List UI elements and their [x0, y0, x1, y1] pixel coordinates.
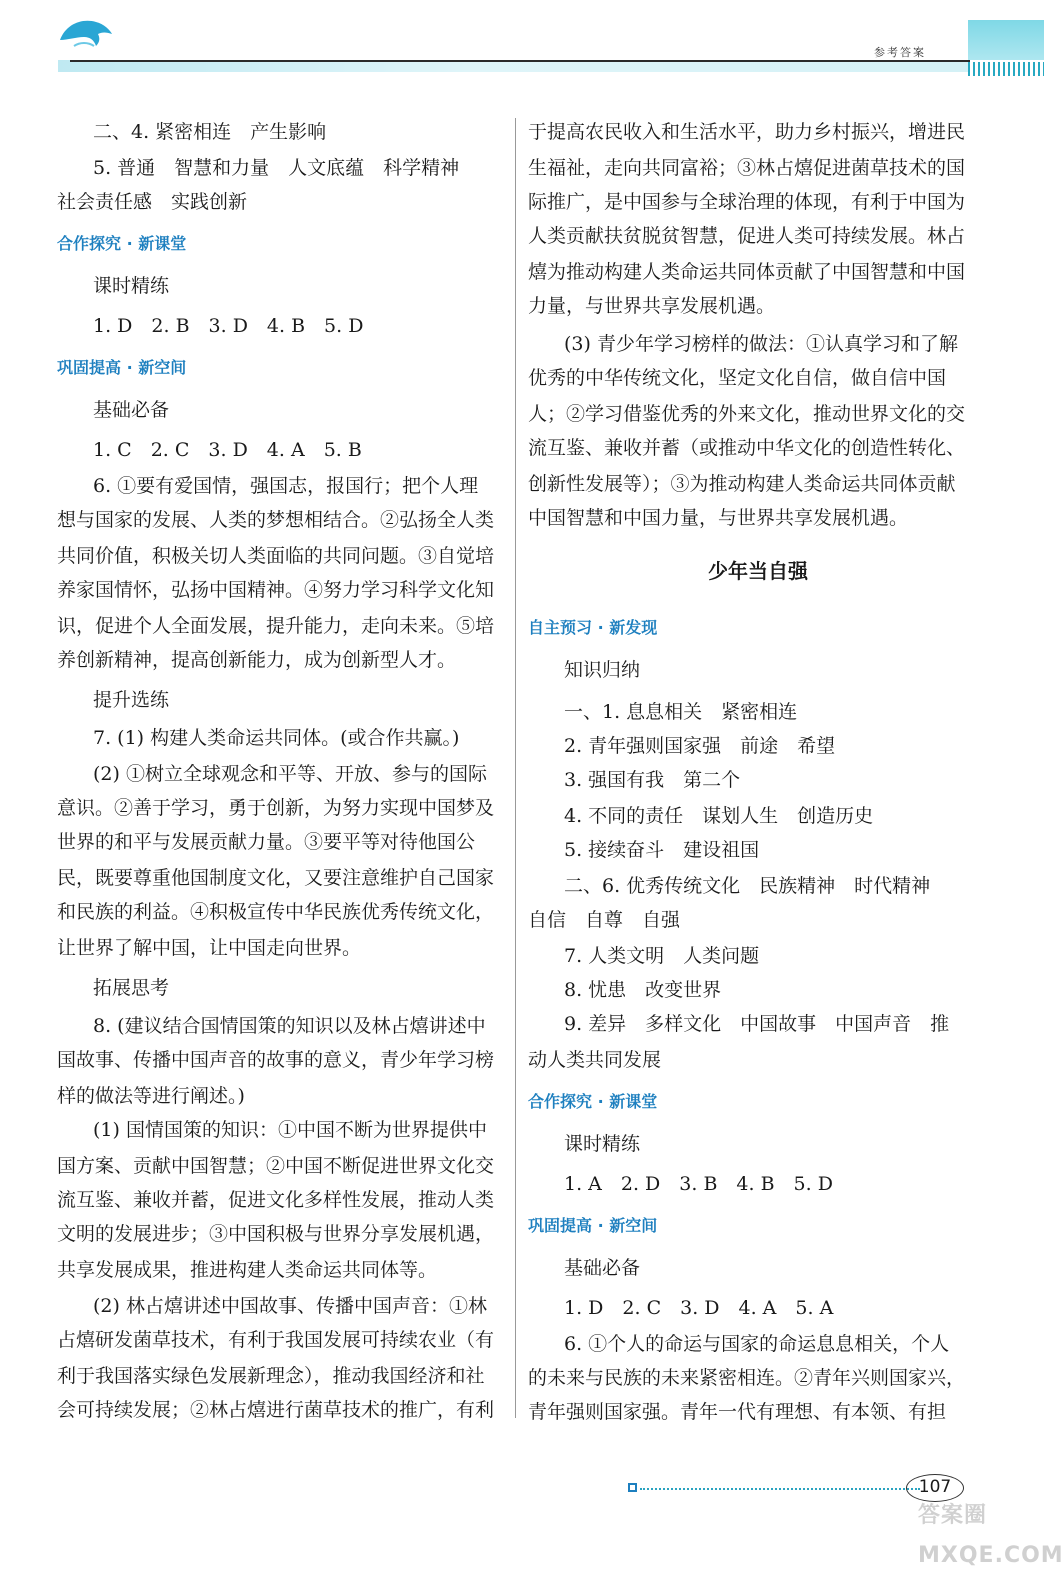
section-heading: 合作探究 · 新课堂 — [528, 1092, 658, 1111]
answer-line: 于提高农民收入和生活水平，助力乡村振兴，增进民 — [528, 121, 966, 143]
answer-line: (2) 林占熺讲述中国故事、传播中国声音：①林 — [93, 1295, 487, 1317]
column-divider — [515, 118, 516, 1418]
header-barcode-stripes — [968, 62, 1044, 76]
answer-line: 一、1. 息息相关 紧密相连 — [564, 701, 798, 723]
answer-line: 1. C 2. C 3. D 4. A 5. B — [93, 439, 362, 461]
answer-line: 1. D 2. B 3. D 4. B 5. D — [93, 315, 364, 337]
answer-line: 际推广，是中国参与全球治理的体现，有利于中国为 — [528, 191, 966, 213]
answer-line: 5. 普通 智慧和力量 人文底蕴 科学精神 — [93, 157, 460, 179]
answer-line: 人；②学习借鉴优秀的外来文化，推动世界文化的交 — [528, 403, 966, 425]
answer-line: 意识。②善于学习，勇于创新，为努力实现中国梦及 — [57, 797, 495, 819]
answer-line: 9. 差异 多样文化 中国故事 中国声音 推 — [564, 1013, 950, 1035]
answer-line: 社会责任感 实践创新 — [57, 191, 248, 213]
answer-line: 人类贡献扶贫脱贫智慧，促进人类可持续发展。林占 — [528, 225, 966, 247]
answer-line: 2. 青年强则国家强 前途 希望 — [564, 735, 836, 757]
answer-line: 8. (建议结合国情国策的知识以及林占熺讲述中 — [93, 1015, 486, 1037]
answer-line: (1) 国情国策的知识：①中国不断为世界提供中 — [93, 1119, 487, 1141]
answer-line: 文明的发展进步；③中国积极与世界分享发展机遇， — [57, 1223, 495, 1245]
answer-line: 1. A 2. D 3. B 4. B 5. D — [564, 1173, 833, 1195]
subsection-label: 提升选练 — [93, 689, 170, 711]
section-heading: 自主预习 · 新发现 — [528, 618, 658, 637]
answer-line: 让世界了解中国，让中国走向世界。 — [57, 937, 362, 959]
answer-line: 青年强则国家强。青年一代有理想、有本领、有担 — [528, 1401, 947, 1423]
subsection-label: 拓展思考 — [93, 977, 170, 999]
footer-dotted-rule — [640, 1488, 920, 1490]
answer-line: 8. 忧患 改变世界 — [564, 979, 722, 1001]
answer-line: 4. 不同的责任 谋划人生 创造历史 — [564, 805, 874, 827]
answer-line: 民，既要尊重他国制度文化，又要注意维护自己国家 — [57, 867, 495, 889]
answer-line: 1. D 2. C 3. D 4. A 5. A — [564, 1297, 834, 1319]
answer-line: 占熺研发菌草技术，有利于我国发展可持续农业（有 — [57, 1329, 495, 1351]
answer-line: 想与国家的发展、人类的梦想相结合。②弘扬全人类 — [57, 509, 495, 531]
answer-line: 熺为推动构建人类命运共同体贡献了中国智慧和中国 — [528, 261, 966, 283]
answer-line: 二、4. 紧密相连 产生影响 — [93, 121, 327, 143]
section-heading: 合作探究 · 新课堂 — [57, 234, 187, 253]
answer-line: 流互鉴、兼收并蓄（或推动中华文化的创造性转化、 — [528, 437, 966, 459]
answer-line: 优秀的中华传统文化，坚定文化自信，做自信中国 — [528, 367, 947, 389]
answer-line: 共同价值，积极关切人类面临的共同问题。③自觉培 — [57, 545, 495, 567]
section-title: 少年当自强 — [708, 559, 808, 583]
answer-line: 识，促进个人全面发展，提升能力，走向未来。⑤培 — [57, 615, 495, 637]
watermark: 答案圈 MXQE.COM — [918, 1503, 1064, 1568]
footer-square-icon — [628, 1483, 637, 1492]
answer-line: 7. (1) 构建人类命运共同体。(或合作共赢。) — [93, 727, 460, 749]
answer-line: 二、6. 优秀传统文化 民族精神 时代精神 — [564, 875, 931, 897]
section-heading: 巩固提高 · 新空间 — [57, 358, 187, 377]
answer-line: 中国智慧和中国力量，与世界共享发展机遇。 — [528, 507, 909, 529]
answer-line: 6. ①要有爱国情，强国志，报国行；把个人理 — [93, 475, 479, 497]
section-heading: 巩固提高 · 新空间 — [528, 1216, 658, 1235]
answer-line: 世界的和平与发展贡献力量。③要平等对待他国公 — [57, 831, 476, 853]
answer-line: 力量，与世界共享发展机遇。 — [528, 295, 776, 317]
answer-line: 共享发展成果，推进构建人类命运共同体等。 — [57, 1259, 438, 1281]
subsection-label: 课时精练 — [564, 1133, 641, 1155]
answer-line: 7. 人类文明 人类问题 — [564, 945, 760, 967]
answer-line: 和民族的利益。④积极宣传中华民族优秀传统文化， — [57, 901, 495, 923]
answer-line: 的未来与民族的未来紧密相连。②青年兴则国家兴， — [528, 1367, 966, 1389]
page-number: 107 — [906, 1474, 964, 1502]
answer-line: 国方案、贡献中国智慧；②中国不断促进世界文化交 — [57, 1155, 495, 1177]
answer-line: (2) ①树立全球观念和平等、开放、参与的国际 — [93, 763, 487, 785]
answer-line: 利于我国落实绿色发展新理念），推动我国经济和社 — [57, 1365, 485, 1387]
subsection-label: 基础必备 — [564, 1257, 641, 1279]
answer-line: 养家国情怀，弘扬中国精神。④努力学习科学文化知 — [57, 579, 495, 601]
subsection-label: 基础必备 — [93, 399, 170, 421]
answer-line: 创新性发展等）；③为推动构建人类命运共同体贡献 — [528, 473, 956, 495]
answer-line: 会可持续发展；②林占熺进行菌草技术的推广，有利 — [57, 1399, 495, 1421]
header-corner-block — [968, 20, 1044, 60]
dolphin-logo-icon — [56, 10, 116, 54]
answer-line: 养创新精神，提高创新能力，成为创新型人才。 — [57, 649, 457, 671]
answer-line: 生福祉，走向共同富裕；③林占熺促进菌草技术的国 — [528, 157, 966, 179]
answer-line: 流互鉴、兼收并蓄，促进文化多样性发展，推动人类 — [57, 1189, 495, 1211]
answer-line: (3) 青少年学习榜样的做法：①认真学习和了解 — [564, 333, 958, 355]
answer-line: 动人类共同发展 — [528, 1049, 662, 1071]
header-rule — [70, 60, 970, 62]
answer-line: 样的做法等进行阐述。) — [57, 1085, 245, 1107]
subsection-label: 知识归纳 — [564, 659, 641, 681]
answer-line: 自信 自尊 自强 — [528, 909, 681, 931]
answer-line: 5. 接续奋斗 建设祖国 — [564, 839, 760, 861]
answer-line: 3. 强国有我 第二个 — [564, 769, 741, 791]
answer-line: 6. ①个人的命运与国家的命运息息相关，个人 — [564, 1333, 950, 1355]
answer-line: 国故事、传播中国声音的故事的意义，青少年学习榜 — [57, 1049, 495, 1071]
page-header — [0, 0, 1062, 86]
header-title: 参考答案 — [874, 46, 926, 59]
subsection-label: 课时精练 — [93, 275, 170, 297]
